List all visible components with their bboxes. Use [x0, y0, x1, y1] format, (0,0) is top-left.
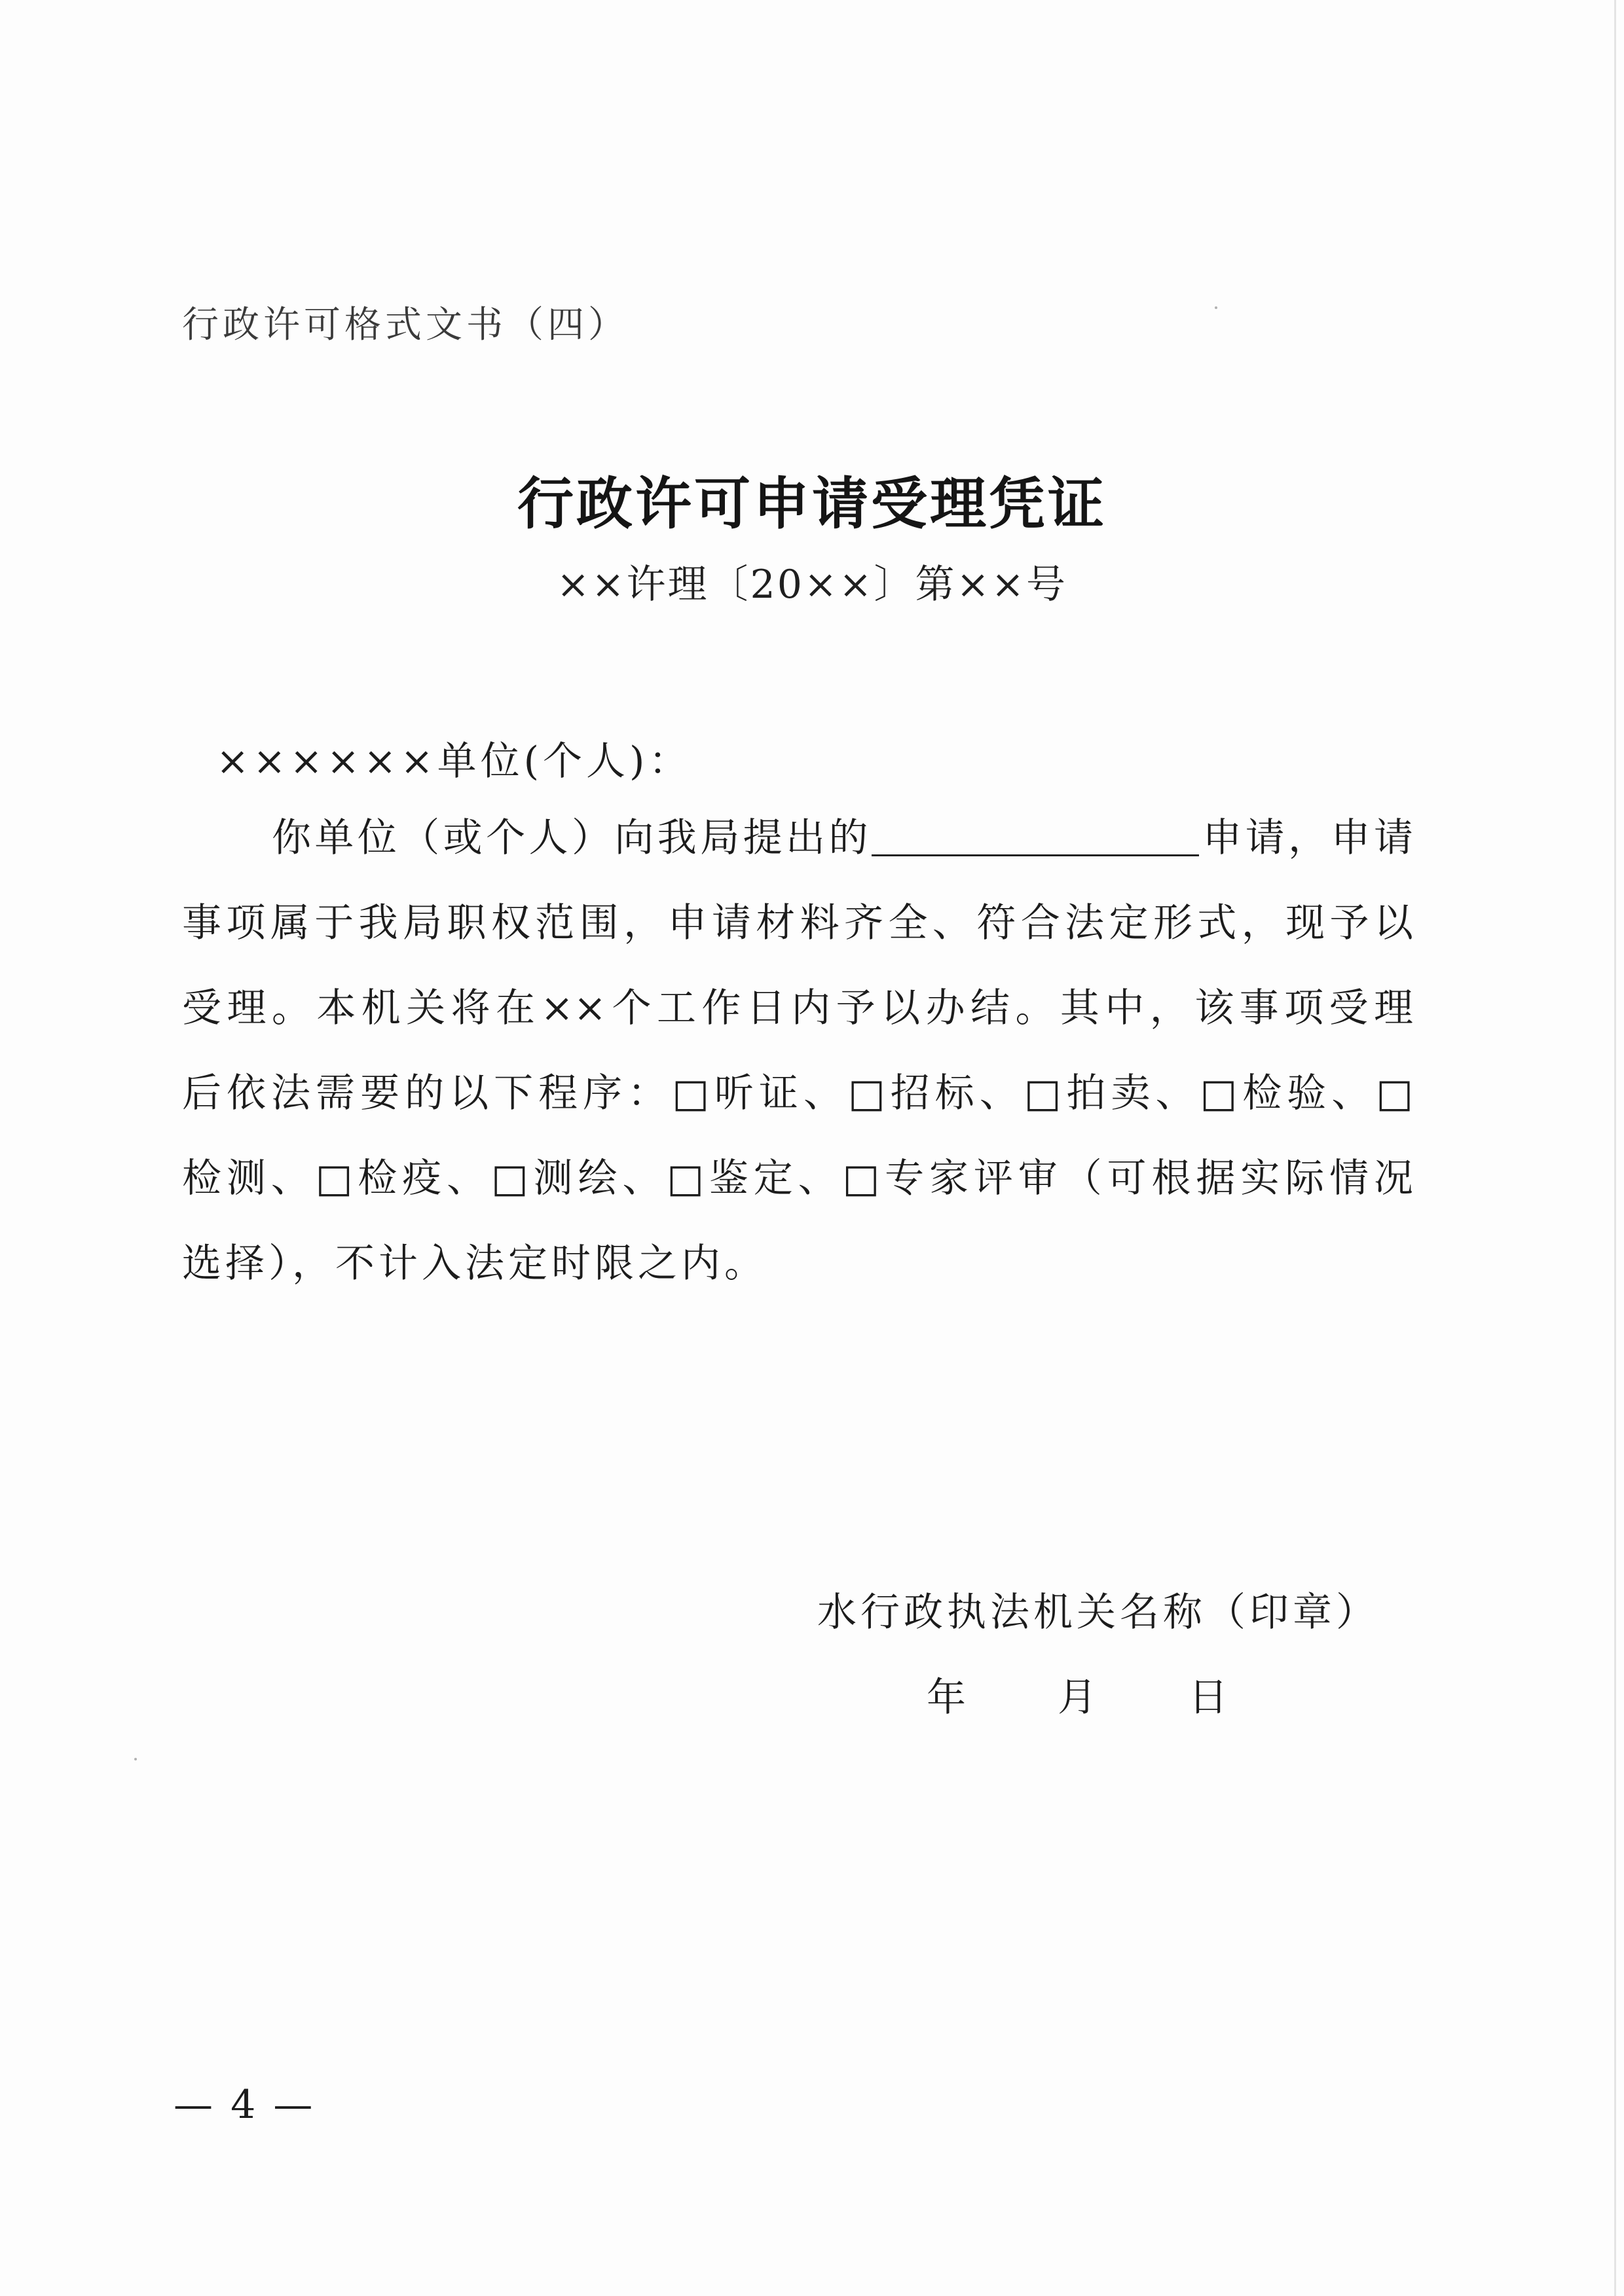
body-line-4: 后依法需要的以下程序：□听证、□招标、□拍卖、□检验、□	[182, 1070, 1413, 1116]
application-blank-field	[872, 815, 1199, 856]
body-text: 申请，申请	[1198, 815, 1414, 861]
document-title: 行政许可申请受理凭证	[517, 471, 1107, 537]
date-year-label: 年	[927, 1675, 966, 1721]
issuing-authority: 水行政执法机关名称（印章）	[817, 1590, 1379, 1635]
body-line-1	[272, 815, 1413, 861]
body-line-6: 选择），不计入法定时限之内。	[182, 1241, 767, 1286]
addressee: ××××××单位(个人)：	[216, 738, 692, 784]
form-label: 行政许可格式文书（四）	[182, 304, 629, 346]
document-number: ××许理〔20××〕第××号	[557, 562, 1067, 608]
body-line-3: 受理。本机关将在××个工作日内予以办结。其中，该事项受理	[182, 985, 1413, 1031]
date-day-label: 日	[1189, 1675, 1228, 1721]
scan-speck	[1215, 306, 1217, 309]
issue-date	[927, 1666, 1228, 1722]
scan-edge	[1614, 0, 1616, 2296]
body-line-5: 检测、□检疫、□测绘、□鉴定、□专家评审（可根据实际情况	[182, 1156, 1413, 1201]
body-line-2: 事项属于我局职权范围，申请材料齐全、符合法定形式，现予以	[182, 900, 1413, 946]
page-number: — 4 —	[174, 2082, 316, 2128]
scan-speck	[134, 1758, 137, 1760]
body-text: 你单位（或个人）向我局提出的	[272, 815, 872, 861]
date-month-label: 月	[1058, 1675, 1097, 1721]
